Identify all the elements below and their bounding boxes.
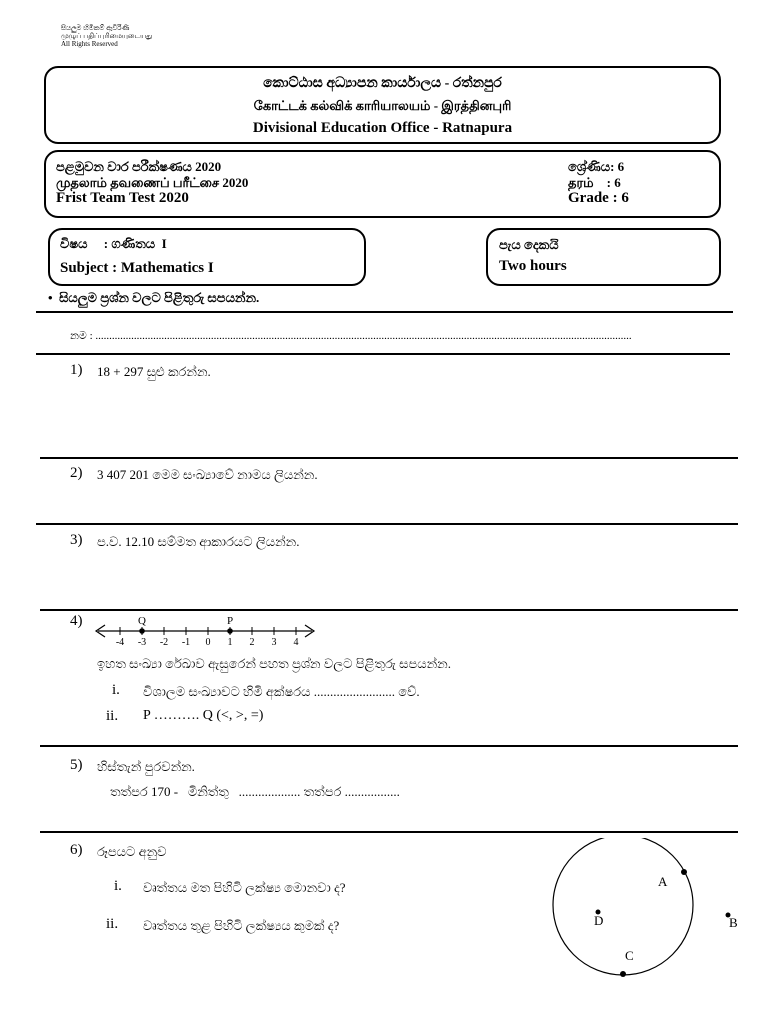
instruction-text: සියලුම ප්‍රශ්න වලට පිළිතුරු සපයන්න. bbox=[59, 290, 260, 305]
question-3-number: 3) bbox=[70, 532, 83, 548]
copyright-tamil: முழுப் பதிப்புரிமையுடையது bbox=[61, 32, 153, 40]
instruction bbox=[48, 290, 259, 306]
point-p-dot bbox=[227, 628, 233, 634]
question-4-number: 4) bbox=[70, 613, 83, 629]
number-line-tick-label: -4 bbox=[115, 637, 125, 648]
bullet-icon: • bbox=[48, 290, 60, 305]
question-6-ii-text: වෘත්තය තුළ පිහිටි ලක්ෂ්‍යය කුමක් ද? bbox=[143, 918, 340, 933]
point-a-dot bbox=[681, 869, 687, 875]
subject-box bbox=[48, 228, 366, 286]
divider bbox=[36, 353, 730, 355]
question-6-i-text: වෘත්තය මත පිහිටි ලක්ෂ්‍ය මොනවා ද? bbox=[143, 880, 346, 895]
duration-box bbox=[486, 228, 721, 286]
exam-title-sinhala: පළමුවන වාර පරීක්ෂණය 2020 bbox=[56, 159, 222, 174]
name-label: නම : bbox=[70, 330, 93, 342]
question-1-text: 18 + 297 සුළු කරන්න. bbox=[97, 364, 211, 379]
subject-sinhala: විෂය : ගණිතය I bbox=[60, 236, 167, 251]
number-line bbox=[90, 612, 320, 652]
name-dots: ................................................................................................................................................................................................... bbox=[95, 330, 632, 342]
number-line-tick-label: 1 bbox=[227, 637, 233, 648]
divider bbox=[36, 311, 733, 313]
question-4-ii-number: ii. bbox=[106, 708, 119, 724]
grade-english: Grade : 6 bbox=[568, 190, 629, 206]
number-line-tick-label: 2 bbox=[249, 637, 255, 648]
duration-english: Two hours bbox=[499, 258, 567, 274]
exam-info-box bbox=[44, 150, 721, 218]
point-p-label: P bbox=[226, 615, 234, 627]
subject-english: Subject : Mathematics I bbox=[60, 260, 214, 276]
point-b-label: B bbox=[729, 915, 738, 930]
divider bbox=[40, 745, 738, 747]
name-field[interactable] bbox=[70, 330, 720, 343]
question-2-text: 3 407 201 මෙම සංඛ්‍යාවේ නාමය ලියන්න. bbox=[97, 467, 318, 482]
point-q-label: Q bbox=[138, 615, 146, 627]
exam-title-english: Frist Team Test 2020 bbox=[56, 190, 189, 206]
exam-title-tamil: முதலாம் தவணைப் பரீட்சை 2020 bbox=[56, 175, 249, 190]
divider bbox=[40, 457, 738, 459]
question-1-number: 1) bbox=[70, 362, 83, 378]
grade-tamil: தரம் : 6 bbox=[568, 175, 621, 190]
number-line-tick-label: -3 bbox=[137, 637, 147, 648]
point-a-label: A bbox=[658, 874, 668, 889]
question-5-number: 5) bbox=[70, 757, 83, 773]
circle-diagram bbox=[548, 838, 748, 988]
divider bbox=[36, 523, 738, 525]
copyright-english: All Rights Reserved bbox=[61, 40, 118, 48]
question-3-text: ප.ව. 12.10 සම්මත ආකාරයට ලියන්න. bbox=[97, 534, 300, 549]
copyright-sinhala: සියලුම හිමිකම් ඇවිරිණි bbox=[61, 24, 130, 32]
point-q-dot bbox=[139, 628, 145, 634]
question-5-line: තත්පර 170 - මිනිත්තු ................... තත්පර ................. bbox=[110, 784, 400, 799]
number-line-tick-label: -2 bbox=[159, 637, 169, 648]
office-sinhala: කොට්ඨාස අධ්‍යාපන කාර්යාලය - රත්නපුර bbox=[263, 76, 502, 91]
number-line-tick-label: 0 bbox=[205, 637, 211, 648]
number-line-tick-label: 4 bbox=[293, 637, 299, 648]
duration-sinhala: පැය දෙකයි bbox=[499, 237, 559, 252]
question-6-ii-number: ii. bbox=[106, 916, 119, 932]
number-line-tick-label: 3 bbox=[271, 637, 277, 648]
office-english: Divisional Education Office - Ratnapura bbox=[252, 120, 513, 136]
divider bbox=[40, 609, 738, 611]
point-c-dot bbox=[620, 971, 626, 977]
point-d-label: D bbox=[594, 913, 604, 928]
question-4-text: ඉහත සංඛ්‍යා රේඛාව ඇසුරෙන් පහත ප්‍රශ්න වලට පිළිතුරු සපයන්න. bbox=[97, 656, 451, 671]
grade-sinhala: ශ්‍රේණිය: 6 bbox=[568, 159, 625, 174]
question-5-text: හිස්තැන් පුරවන්න. bbox=[97, 759, 195, 774]
question-4-i-number: i. bbox=[112, 682, 120, 698]
circle-outline bbox=[553, 838, 693, 975]
point-c-label: C bbox=[625, 948, 634, 963]
question-6-number: 6) bbox=[70, 842, 83, 858]
question-6-i-number: i. bbox=[114, 878, 122, 894]
question-4-i-text: විශාලම සංඛ්‍යාවට හිමි අක්ෂරය ......................... වේ. bbox=[143, 684, 420, 699]
office-tamil: கோட்டக் கல்விக் காரியாலயம் - இரத்தினபுரி bbox=[253, 98, 512, 113]
divider bbox=[40, 831, 738, 833]
question-4-ii-text: P ………. Q (<, >, =) bbox=[143, 708, 264, 723]
question-6-text: රූපයට අනුව bbox=[97, 844, 167, 859]
question-2-number: 2) bbox=[70, 465, 83, 481]
office-header-box bbox=[44, 66, 721, 144]
copyright-notice bbox=[61, 24, 152, 48]
number-line-tick-label: -1 bbox=[181, 637, 191, 648]
